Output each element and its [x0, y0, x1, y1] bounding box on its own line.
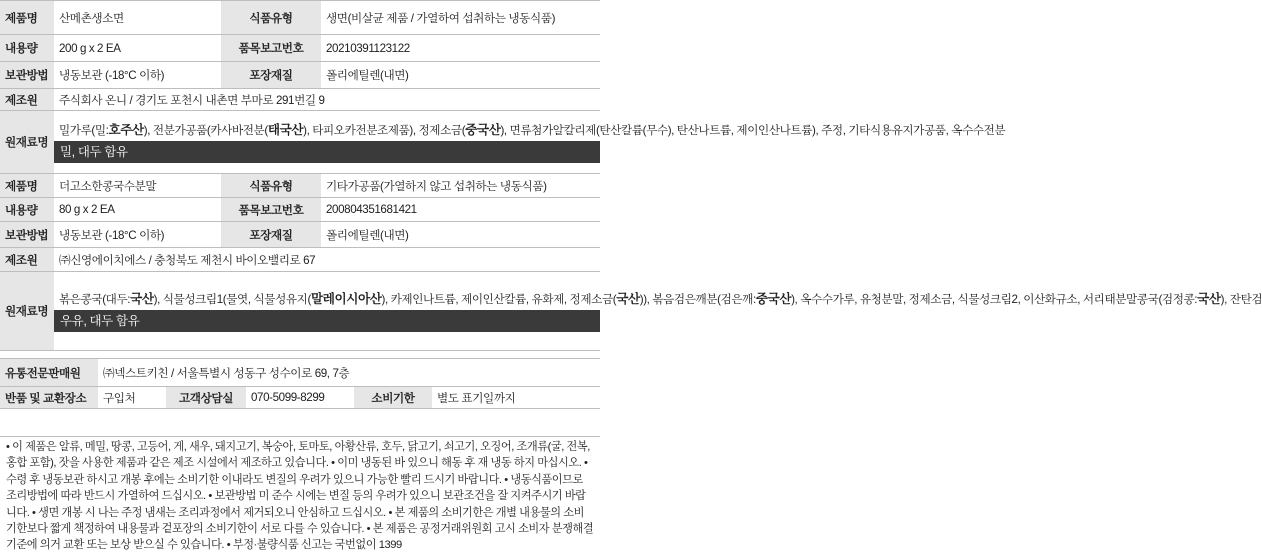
p1-ingredients-label: 원재료명 [0, 111, 54, 174]
return-place-label: 반품 및 교환장소 [0, 387, 98, 409]
p1-volume: 200 g x 2 EA [54, 35, 221, 62]
p1-type-label: 식품유형 [221, 1, 321, 35]
p1-report-number: 20210391123122 [321, 35, 600, 62]
return-place: 구입처 [98, 387, 166, 409]
ingredient-text: ), 옥수수가루, 유청분말, 정제소금, 식물성크림2, 이산화규소, 서리태분말콩국(검정콩: [791, 292, 1198, 306]
p2-volume: 80 g x 2 EA [54, 198, 221, 222]
p1-packaging: 폴리에틸렌(내면) [321, 62, 600, 89]
p2-maker-label: 제조원 [0, 248, 54, 272]
customer-service-label: 고객상담실 [166, 387, 246, 409]
ingredient-text: ), 카제인나트륨, 제이인산칼륨, 유화제, 정제소금( [381, 292, 617, 306]
p1-allergy-banner: 밀, 대두 함유 [54, 141, 600, 163]
p1-report-label: 품목보고번호 [221, 35, 321, 62]
product2-info-table [0, 173, 1262, 351]
p2-storage-label: 보관방법 [0, 222, 54, 248]
p1-name-label: 제품명 [0, 1, 54, 35]
p2-food-type: 기타가공품(가열하지 않고 섭취하는 냉동식품) [321, 174, 600, 198]
ingredient-text: ), 잔탄검 [1220, 292, 1262, 306]
p1-maker-label: 제조원 [0, 89, 54, 111]
distributor: ㈜넥스트키친 / 서울특별시 성동구 성수이로 69, 7층 [98, 359, 600, 387]
origin-country: 중국산 [465, 122, 501, 137]
p2-type-label: 식품유형 [221, 174, 321, 198]
p1-maker: 주식회사 온니 / 경기도 포천시 내촌면 부마로 291번길 9 [54, 89, 600, 111]
p1-packaging-label: 포장재질 [221, 62, 321, 89]
origin-country: 국산 [130, 291, 154, 306]
seller-info-table [0, 358, 600, 409]
p2-packaging: 폴리에틸렌(내면) [321, 222, 600, 248]
origin-country: 호주산 [108, 122, 144, 137]
p2-maker: ㈜신영에이치에스 / 충청북도 제천시 바이오밸리로 67 [54, 248, 600, 272]
caution-notes: • 이 제품은 알류, 메밀, 땅콩, 고등어, 게, 새우, 돼지고기, 복숭아, 토마토, 아황산류, 호두, 닭고기, 쇠고기, 오징어, 조개류(굴, 전복, 홍합 포함), 잣을 사용한 제품과 같은 제조 시설에서 제조하고 있습니다. • 이미 냉동된 바 있으니 해동 후 재 냉동 하지 마십시오. • 수령 후 냉동보관 하시고 개봉 후에는 소비기한 이내라도 변질의 우려가 있으니 가능한 빨리 드시기 바랍니다. • 냉동식품이므로 조리방법에 따라 반드시 가열하여 드십시오. • 보관방법 미 준수 시에는 변질 등의 우려가 있으니 보관조건을 잘 지켜주시기 바랍니다. • 생면 개봉 시 나는 주정 냄새는 조리과정에서 제거되오니 안심하고 드십시오. • 본 제품의 소비기한은 개별 내용물의 소비기한보다 짧게 책정하여 내용물과 겉포장의 소비기한이 서로 다를 수 있습니다. • 본 제품은 공정거래위원회 고시 소비자 분쟁해결기준에 의거 교환 또는 보상 받으실 수 있습니다. • 부정·불량식품 신고는 국번없이 1399 [0, 436, 600, 534]
p1-product-name: 산메촌생소면 [54, 1, 221, 35]
p2-product-name: 더고소한콩국수분말 [54, 174, 221, 198]
p1-ingredients-cell [54, 111, 1006, 174]
ingredient-text: 볶은콩국(대두: [59, 292, 131, 306]
ingredient-text: 밀가루(밀: [59, 123, 109, 137]
origin-country: 국산 [616, 291, 640, 306]
product1-info-table [0, 0, 1006, 174]
p2-ingredients-label: 원재료명 [0, 272, 54, 351]
origin-country: 중국산 [755, 291, 792, 306]
p2-packaging-label: 포장재질 [221, 222, 321, 248]
p1-storage: 냉동보관 (-18°C 이하) [54, 62, 221, 89]
p2-report-label: 품목보고번호 [221, 198, 321, 222]
p2-ingredients-text [59, 291, 1262, 308]
ingredient-text: ), 타피오카전분조제품), 정제소금( [303, 123, 466, 137]
origin-country: 태국산 [267, 122, 304, 137]
ingredient-text: ), 면류첨가알칼리제(탄산칼륨(무수), 탄산나트륨, 제이인산나트륨), 주정, 기타식용유지가공품, 옥수수전분 [500, 123, 1006, 137]
p2-name-label: 제품명 [0, 174, 54, 198]
p2-storage: 냉동보관 (-18°C 이하) [54, 222, 221, 248]
p1-storage-label: 보관방법 [0, 62, 54, 89]
origin-country: 말레이시아산 [310, 291, 382, 306]
p2-ingredients-cell [54, 272, 1262, 351]
ingredient-text: ), 식물성크림1(물엿, 식물성유지( [153, 292, 311, 306]
distributor-label: 유통전문판매원 [0, 359, 98, 387]
p1-food-type: 생면(비살균 제품 / 가열하여 섭취하는 냉동식품) [321, 1, 600, 35]
p1-volume-label: 내용량 [0, 35, 54, 62]
expiry-label: 소비기한 [354, 387, 432, 409]
origin-country: 국산 [1197, 291, 1221, 306]
customer-service-phone: 070-5099-8299 [246, 387, 354, 409]
p2-volume-label: 내용량 [0, 198, 54, 222]
expiry: 별도 표기일까지 [432, 387, 600, 409]
p2-allergy-banner: 우유, 대두 함유 [54, 310, 600, 332]
p1-ingredients-text [59, 122, 1006, 139]
p2-report-number: 200804351681421 [321, 198, 600, 222]
ingredient-text: ), 전분가공품(카사바전분( [143, 123, 268, 137]
ingredient-text: )), 볶음검은깨분(검은깨: [639, 292, 756, 306]
